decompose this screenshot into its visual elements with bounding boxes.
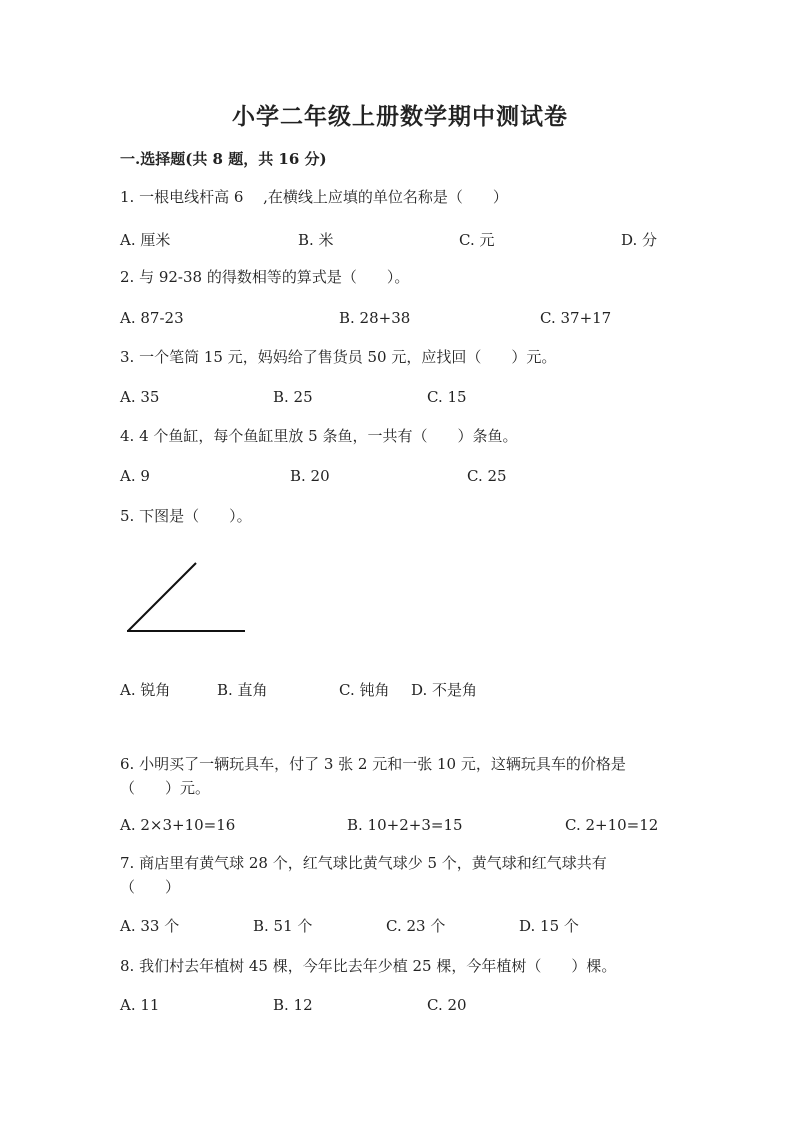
question-4: 4. 4 个鱼缸，每个鱼缸里放 5 条鱼，一共有（ ）条鱼。 <box>120 427 518 445</box>
q8-option-a: A. 11 <box>120 996 160 1014</box>
q8-option-b: B. 12 <box>273 996 313 1014</box>
question-2: 2. 与 92-38 的得数相等的算式是（ ）。 <box>120 268 410 286</box>
question-7-line-1: 7. 商店里有黄气球 28 个，红气球比黄气球少 5 个，黄气球和红气球共有 <box>120 854 607 872</box>
acute-angle-figure <box>120 555 260 645</box>
question-5: 5. 下图是（ ）。 <box>120 507 252 525</box>
q4-option-c: C. 25 <box>467 467 507 485</box>
q4-option-b: B. 20 <box>290 467 330 485</box>
page-title: 小学二年级上册数学期中测试卷 <box>232 103 568 130</box>
q5-option-d: D. 不是角 <box>411 681 478 699</box>
q3-option-b: B. 25 <box>273 388 313 406</box>
question-7-line-2: （ ） <box>120 878 181 896</box>
section-title: 一.选择题(共 8 题，共 16 分) <box>120 150 327 168</box>
question-8: 8. 我们村去年植树 45 棵，今年比去年少植 25 棵，今年植树（ ）棵。 <box>120 957 617 975</box>
question-6 <box>120 752 626 800</box>
question-6-line-1: 6. 小明买了一辆玩具车，付了 3 张 2 元和一张 10 元，这辆玩具车的价格是 <box>120 755 626 773</box>
q1-option-d: D. 分 <box>621 231 658 249</box>
q2-option-a: A. 87-23 <box>120 309 184 327</box>
q6-option-b: B. 10+2+3=15 <box>347 816 463 834</box>
q1-option-a: A. 厘米 <box>120 231 171 249</box>
q3-option-c: C. 15 <box>427 388 467 406</box>
q7-option-d: D. 15 个 <box>519 917 579 935</box>
angle-ray-upper <box>128 563 196 631</box>
question-7 <box>120 851 607 899</box>
question-1: 1. 一根电线杆高 6 ,在横线上应填的单位名称是（ ） <box>120 188 508 206</box>
q3-option-a: A. 35 <box>120 388 160 406</box>
q5-option-c: C. 钝角 <box>339 681 390 699</box>
q7-option-b: B. 51 个 <box>253 917 313 935</box>
question-3: 3. 一个笔筒 15 元，妈妈给了售货员 50 元，应找回（ ）元。 <box>120 348 557 366</box>
q2-option-b: B. 28+38 <box>339 309 411 327</box>
q1-option-c: C. 元 <box>459 231 495 249</box>
q2-option-c: C. 37+17 <box>540 309 612 327</box>
q5-option-a: A. 锐角 <box>120 681 171 699</box>
q7-option-a: A. 33 个 <box>120 917 180 935</box>
q1-option-b: B. 米 <box>298 231 334 249</box>
q8-option-c: C. 20 <box>427 996 467 1014</box>
q7-option-c: C. 23 个 <box>386 917 446 935</box>
question-6-line-2: （ ）元。 <box>120 779 211 797</box>
q6-option-a: A. 2×3+10=16 <box>120 816 236 834</box>
q6-option-c: C. 2+10=12 <box>565 816 659 834</box>
q5-option-b: B. 直角 <box>217 681 268 699</box>
q4-option-a: A. 9 <box>120 467 150 485</box>
